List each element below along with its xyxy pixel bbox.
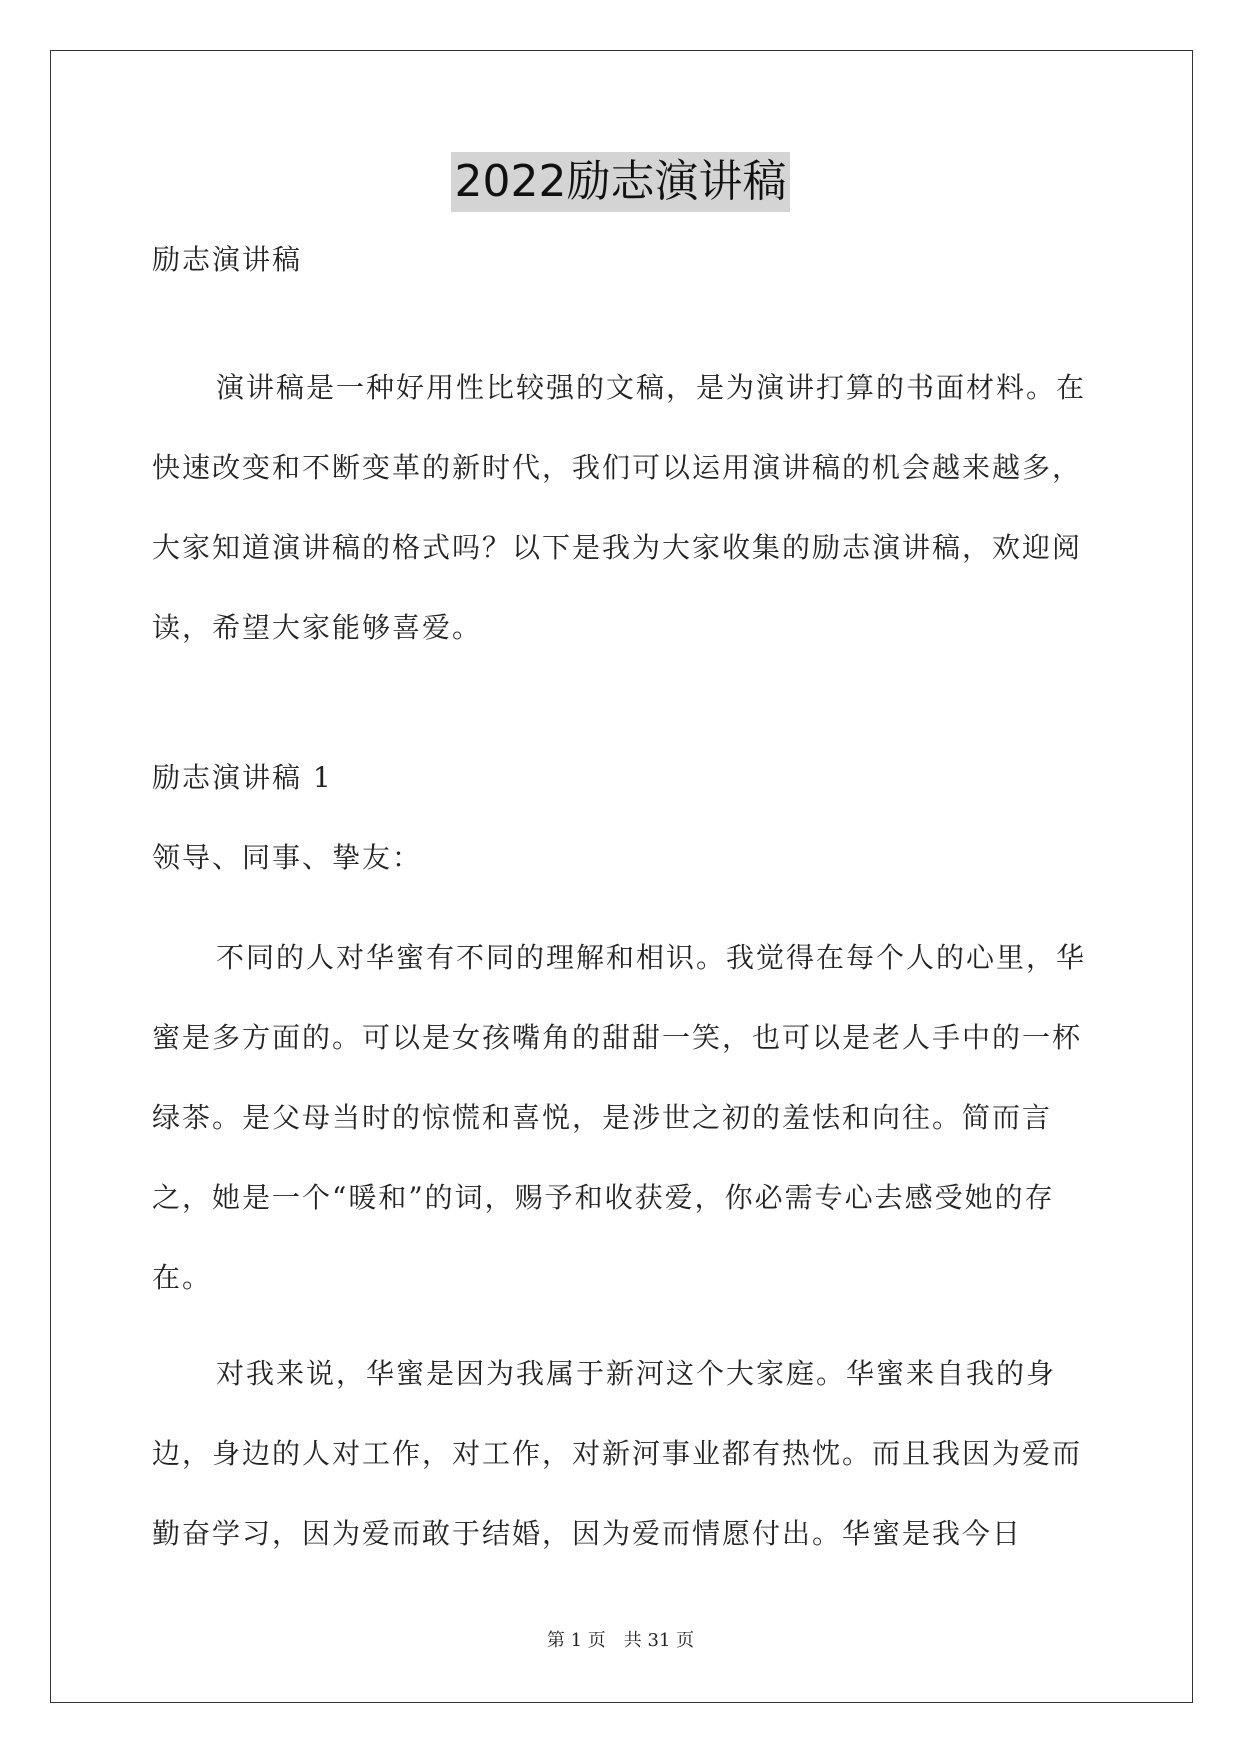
body-paragraph: 对我来说，华蜜是因为我属于新河这个大家庭。华蜜来自我的身边，身边的人对工作，对工作，对新河事业都有热忱。而且我因为爱而勤奋学习，因为爱而敢于结婚，因为爱而情愿付出。华蜜是我今日 xyxy=(152,1357,1083,1550)
section-heading: 励志演讲稿 1 xyxy=(152,761,333,794)
document-title: 2022励志演讲稿 xyxy=(451,152,791,212)
salutation: 领导、同事、挚友： xyxy=(152,841,423,874)
intro-paragraph: 演讲稿是一种好用性比较强的文稿，是为演讲打算的书面材料。在快速改变和不断变革的新时代，我们可以运用演讲稿的机会越来越多，大家知道演讲稿的格式吗？以下是我为大家收集的励志演讲稿，欢迎阅读，希望大家能够喜爱。 xyxy=(152,371,1087,644)
document-subtitle: 励志演讲稿 xyxy=(152,243,303,276)
document-title-wrapper xyxy=(0,152,1241,212)
body-paragraph: 不同的人对华蜜有不同的理解和相识。我觉得在每个人的心里，华蜜是多方面的。可以是女孩嘴角的甜甜一笑，也可以是老人手中的一杯绿茶。是父母当时的惊慌和喜悦，是涉世之初的羞怯和向往。简而言之，她是一个“暖和”的词，赐予和收获爱，你必需专心去感受她的存在。 xyxy=(152,941,1087,1294)
page-number-footer: 第 1 页 共 31 页 xyxy=(546,1630,695,1651)
